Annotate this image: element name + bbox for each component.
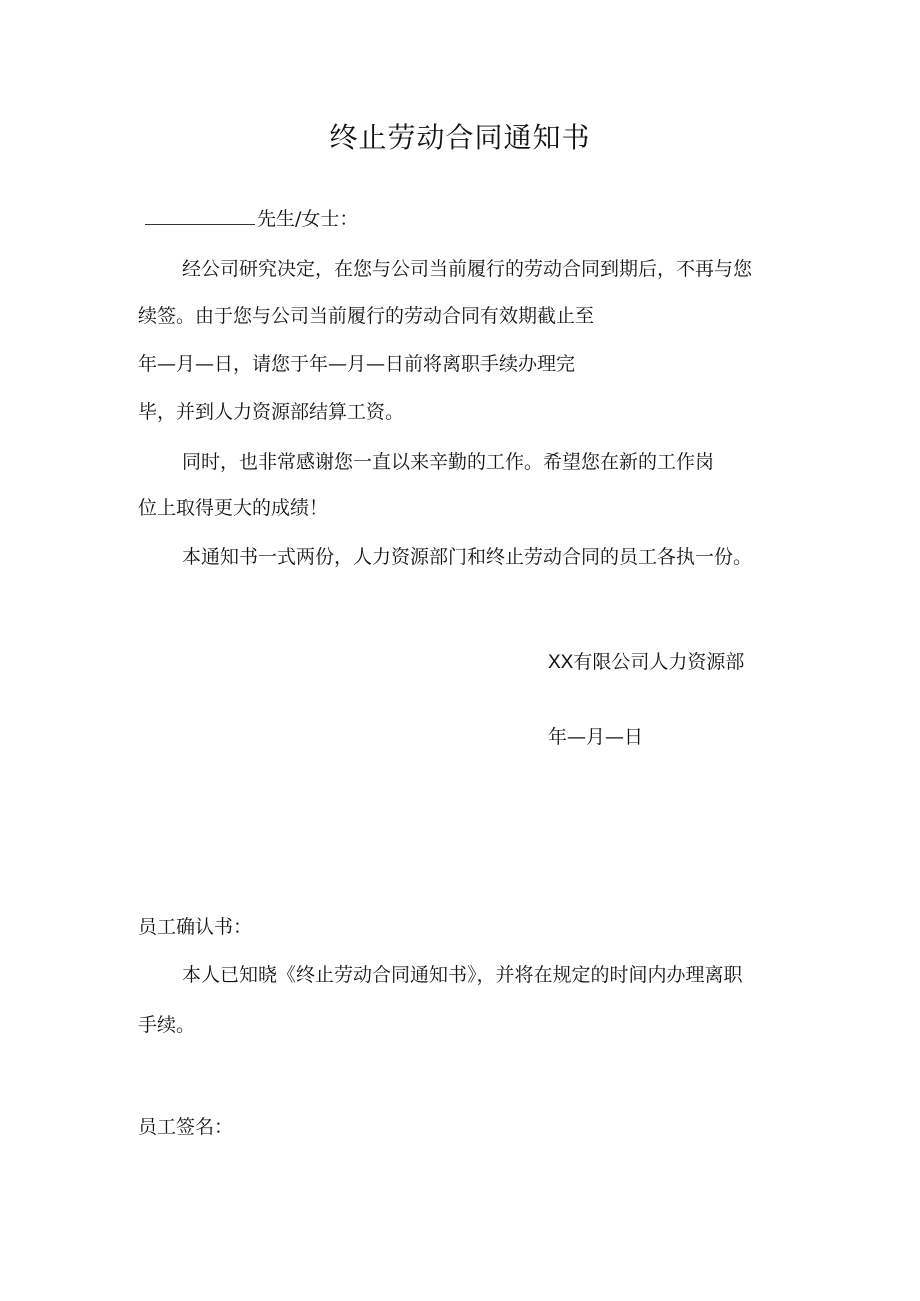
signature-company bbox=[548, 650, 744, 675]
paragraph2-line1: 同时，也非常感谢您一直以来辛勤的工作。希望您在新的工作岗 bbox=[182, 451, 715, 473]
confirmation-heading: 员工确认书： bbox=[138, 916, 253, 938]
paragraph3: 本通知书一式两份，人力资源部门和终止劳动合同的员工各执一份。 bbox=[182, 546, 753, 568]
employee-signature-label: 员工签名： bbox=[138, 1116, 234, 1138]
signature-date: 年—月—日 bbox=[548, 726, 644, 748]
paragraph1-line3: 年—月—日，请您于年—月—日前将离职手续办理完 bbox=[138, 353, 576, 375]
paragraph1-line4: 毕，并到人力资源部结算工资。 bbox=[138, 401, 405, 423]
salutation bbox=[145, 206, 358, 231]
company-name: 有限公司人力资源部 bbox=[573, 651, 745, 673]
confirmation-body-line2: 手续。 bbox=[138, 1014, 196, 1036]
paragraph1-line1: 经公司研究决定，在您与公司当前履行的劳动合同到期后，不再与您 bbox=[182, 258, 753, 280]
paragraph1-line2: 续签。由于您与公司当前履行的劳动合同有效期截止至 bbox=[138, 305, 595, 327]
confirmation-body-line1: 本人已知晓《终止劳动合同通知书》，并将在规定的时间内办理离职 bbox=[182, 964, 743, 986]
name-blank-underline bbox=[145, 206, 255, 225]
salutation-text: 先生/女士： bbox=[257, 208, 359, 230]
document-title: 终止劳动合同通知书 bbox=[329, 121, 591, 154]
company-prefix: XX bbox=[548, 652, 574, 673]
paragraph2-line2: 位上取得更大的成绩！ bbox=[138, 497, 329, 519]
